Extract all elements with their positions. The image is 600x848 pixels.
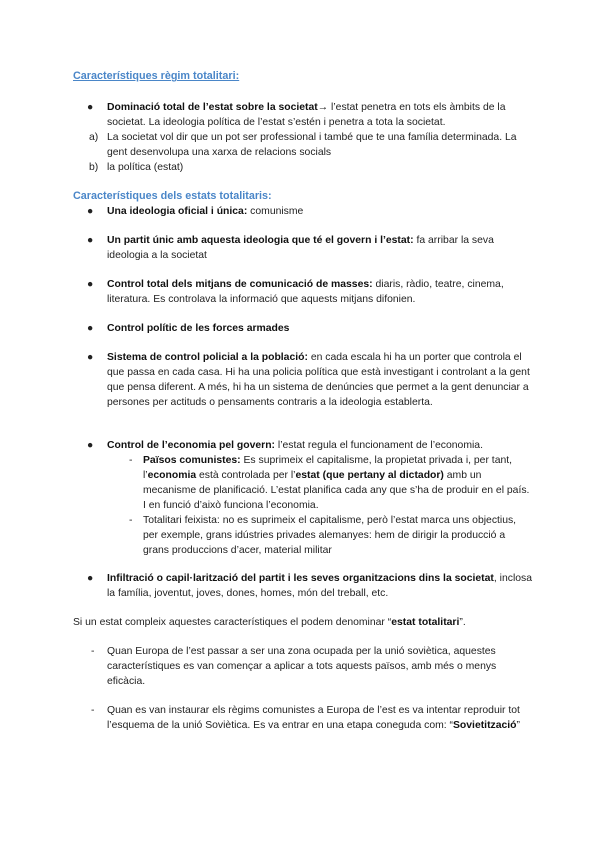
section-heading-regim: Característiques règim totalitari: [73,70,240,82]
bullet-dot: ● [87,102,94,113]
section-heading-estats: Característiques dels estats totalitaris: [73,190,272,202]
document-page: Característiques règim totalitari: ● Dominació total de l’estat sobre la societat→ l’estat penetra en tots els àmbits de la societat. La ideologia política de l’estat s’estén i penetra a tota la societat. a) La societat vol dir que un pot ser professional i també que te una família determinada. La gent desenvolupa una xarxa de relacions socials b) la política (estat) Característiques dels estats totalitaris: ● Una ideologia oficial i única: comunisme ● Un partit únic amb aquesta ideologia que té el govern i l’estat: fa arribar la seva ideologia a la societat ● Control total dels mitjans de comunicació de masses: diaris, ràdio, teatre, cinema, literatura. Es controlava la informació que aquests mitjans difonien. ● Control polític de les forces armades ● Sistema de control policial a la població: en cada escala hi ha un porter que controla el que passa en cada casa. Hi ha una policia política que està investigant i controlant a la gent que pensa diferent. A més, hi ha un sistema de denúncies que permet a la gent denunciar a persones per actituds o pensaments contraris a la ideologia establerta. ● Control de l’economia pel govern: l’estat regula el funcionament de l’economia. - Països comunistes: Es suprimeix el capitalisme, la propietat privada i, per tant, l’economia està controlada per l’estat (que pertany al dictador) amb un mecanisme de planificació. L’estat planifica cada any que s’ha de produir en el país. I en funció d’això funciona l’economia. - Totalitari feixista: no es suprimeix el capitalisme, però l’estat marca uns objectius, per exemple, grans idústries privades alemanyes: hem de dirigir la producció a grans produccions d’acer, material militar ● Infiltració o capil·larització del partit i les seves organitzacions dins la societat, inclosa la família, joventut, joves, dones, homes, món del treball, etc. Si un estat compleix aquestes característiques el podem denominar “estat totalitari”. - Quan Europa de l’est passar a ser una zona ocupada per la unió soviètica, aquestes característiques es van començar a aplicar a tots aquests països, amb més o menys eficàcia. - Quan es van instaurar els règims comunistes a Europa de l’est es va intentar reproduir tot l’esquema de la unió Soviètica. Es va entrar en una etapa coneguda com: “Sovietització” [0,0,600,848]
closing-paragraph: Si un estat compleix aquestes característiques el podem denominar “estat totalitari”. [73,617,466,628]
